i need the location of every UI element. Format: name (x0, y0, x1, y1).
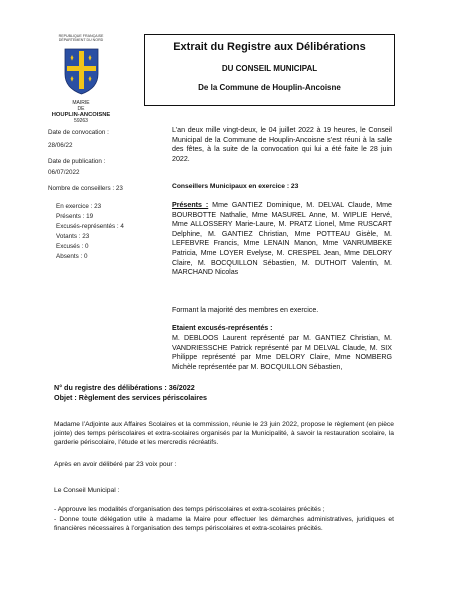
vote-line: Après en avoir délibéré par 23 voix pour : (54, 461, 177, 468)
majorite-line: Formant la majorité des membres en exercice. (172, 306, 319, 314)
presents-label: Présents : (172, 201, 209, 209)
excuses-label: Etaient excusés-représentés : (172, 324, 273, 332)
page-title: Extrait du Registre aux Délibérations (173, 41, 366, 53)
proposal-paragraph: Madame l’Adjointe aux Affaires Scolaires et la commission, réunie le 23 juin 2022, propose le règlement (en pièce jointe) des temps périscolaires et extra-scolaires organisés par la Municipalité, à savoir la restauration scolaire, la garderie périscolaire, l’étude et les mercredis récréatifs. (54, 421, 394, 447)
title-box (144, 34, 395, 106)
logo-header-text (46, 34, 116, 43)
stat-absents: Absents : 0 (56, 253, 88, 260)
commune-line: De la Commune de Houplin-Ancoisne (198, 83, 341, 92)
conseil-line: Le Conseil Municipal : (54, 487, 120, 494)
stat-en-exercice: En exercice : 23 (56, 203, 102, 210)
conseillers-exercice: Conseillers Municipaux en exercice : 23 (172, 183, 299, 190)
objet-line: Objet : Règlement des services périscolaires (54, 393, 208, 402)
stat-votants: Votants : 23 (56, 233, 90, 240)
publication-label: Date de publication : (48, 158, 106, 165)
convocation-date: 28/06/22 (48, 142, 73, 149)
intro-paragraph: L’an deux mille vingt-deux, le 04 juillet 2022 à 19 heures, le Conseil Municipal de la Commune de Houplin-Ancoisne s’est réuni à la salle des fêtes, à la suite de la convocation qui lui a été faite le 28 juin 2022. (172, 126, 392, 163)
departement-label: DÉPARTEMENT DU NORD (58, 38, 104, 43)
stat-excuses-representes: Excusés-représentés : 4 (56, 223, 124, 230)
decision-bullet-2: - Donne toute délégation utile à madame la Maire pour effectuer les démarches administratives, juridiques et financières nécessaires à l’organisation des temps périscolaires et extra-scolaires précités. (54, 516, 394, 533)
republique-label: REPUBLIQUE FRANÇAISE (58, 34, 104, 38)
publication-date: 06/07/2022 (48, 169, 80, 176)
mairie-label: MAIRIE (72, 100, 90, 106)
presents-list: Mme GANTIEZ Dominique, M. DELVAL Claude, Mme BOURBOTTE Nathalie, Mme MASUREL Anne, M. WIPLIE Hervé, Mme ALLOSSERY Marie-Laure, M. PRATZ Lionel, Mme RUSCART Delphine, M. GANTIEZ Christian, Mme POTTEAU Gisèle, M. LEFEBVRE Francis, Mme LENAIN Manon, Mme VANRUMBEKE Patricia, Mme LOYER Evelyse, M. CRESPEL Jean, Mme DELORY Claire, M. BOCQUILLON Sébastien, M. DUTHOIT Valentin, M. MARCHAND Nicolas (172, 201, 392, 277)
de-label: DE (77, 106, 85, 112)
conseillers-count: Nombre de conseillers : 23 (48, 185, 123, 192)
council-subtitle: DU CONSEIL MUNICIPAL (221, 64, 318, 73)
presents-block (172, 201, 392, 278)
postcode: 59263 (74, 118, 88, 124)
commune-name: HOUPLIN-ANCOISNE (51, 112, 111, 118)
decision-bullet-1: - Approuve les modalités d’organisation des temps périscolaires et extra-scolaires précités ; (54, 506, 325, 513)
registre-number: N° du registre des délibérations : 36/2022 (54, 383, 195, 392)
stat-presents: Présents : 19 (56, 213, 94, 220)
coat-of-arms-icon (64, 48, 99, 95)
mairie-label-block (44, 100, 118, 124)
convocation-label: Date de convocation : (48, 129, 109, 136)
excuses-list: M. DEBLOOS Laurent représenté par M. GANTIEZ Christian, M. VANDRIESSCHE Patrick représenté par M DELVAL Claude, M. SIX Philippe représenté par Mme DELORY Claire, Mme NOMBERG Michèle représentée par M. BOCQUILLON Sébastien, (172, 334, 392, 371)
stat-excuses: Excusés : 0 (56, 243, 89, 250)
